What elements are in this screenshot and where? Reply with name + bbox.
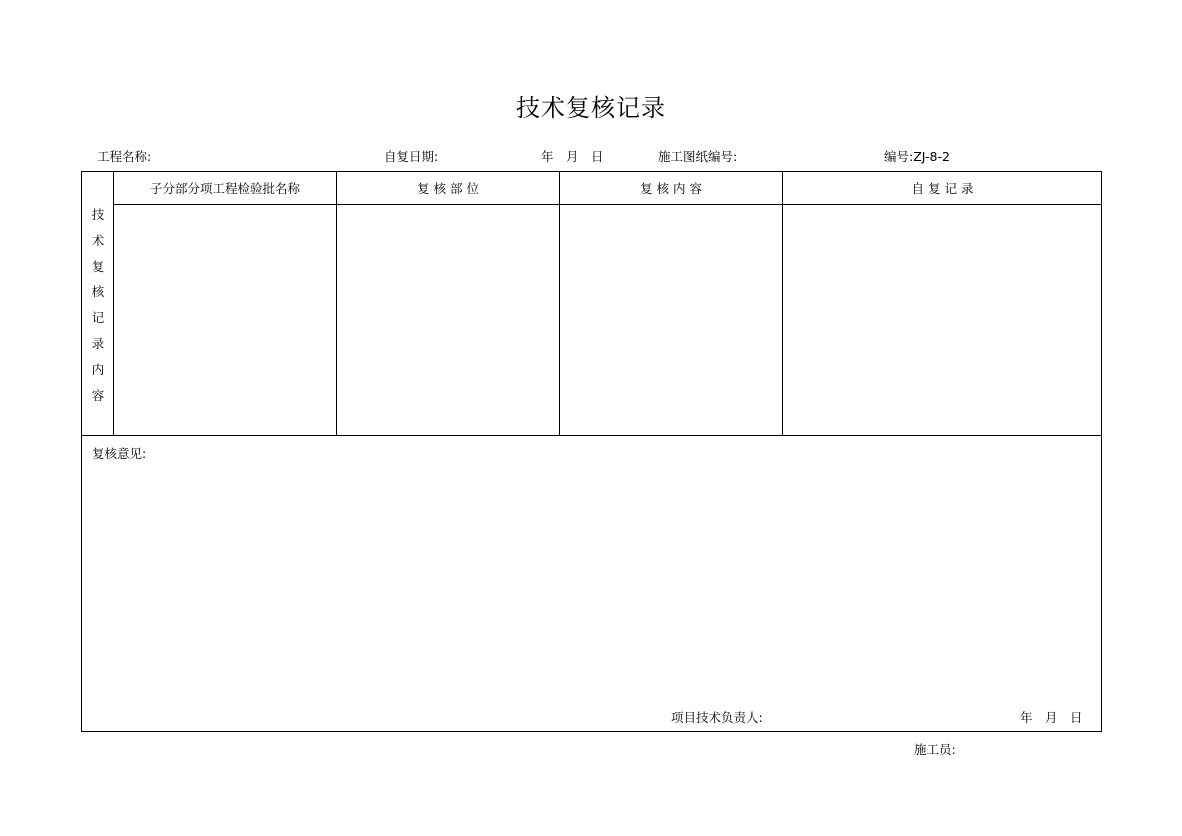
- drawing-number-label: 施工图纸编号:: [658, 149, 738, 164]
- column-header-check-content: 复 核 内 容: [640, 181, 702, 196]
- side-label-record-content: [82, 202, 114, 408]
- side-label-char: 技: [91, 207, 105, 222]
- column-divider: [782, 172, 783, 436]
- review-opinion-label: 复核意见:: [92, 446, 147, 461]
- column-header-check-location: 复 核 部 位: [417, 181, 479, 196]
- side-label-char: 录: [91, 335, 105, 351]
- content-section-divider: [82, 435, 1102, 436]
- side-label-char: 核: [91, 284, 105, 300]
- technical-lead-label: 项目技术负责人:: [671, 710, 763, 725]
- side-label-char: 记: [91, 310, 105, 326]
- side-label-char: 复: [91, 258, 105, 274]
- side-label-char: 内: [91, 361, 105, 377]
- builder-label: 施工员:: [914, 742, 956, 757]
- column-header-inspection-batch-name: 子分部分项工程检验批名称: [149, 181, 300, 196]
- column-divider: [336, 172, 337, 436]
- column-header-self-check-record: 自 复 记 录: [911, 181, 974, 196]
- project-name-label: 工程名称:: [97, 149, 152, 164]
- column-divider: [559, 172, 560, 436]
- side-label-char: 术: [91, 232, 105, 248]
- self-check-date-label: 自复日期:: [384, 149, 439, 164]
- technical-lead-date: 年 月 日: [1020, 710, 1083, 725]
- self-check-date-parts: 年 月 日: [541, 149, 604, 164]
- page-title: 技术复核记录: [516, 94, 666, 122]
- side-label-char: 容: [91, 387, 105, 403]
- serial-number-label: 编号:ZJ-8-2: [884, 149, 950, 164]
- record-table: [81, 171, 1102, 732]
